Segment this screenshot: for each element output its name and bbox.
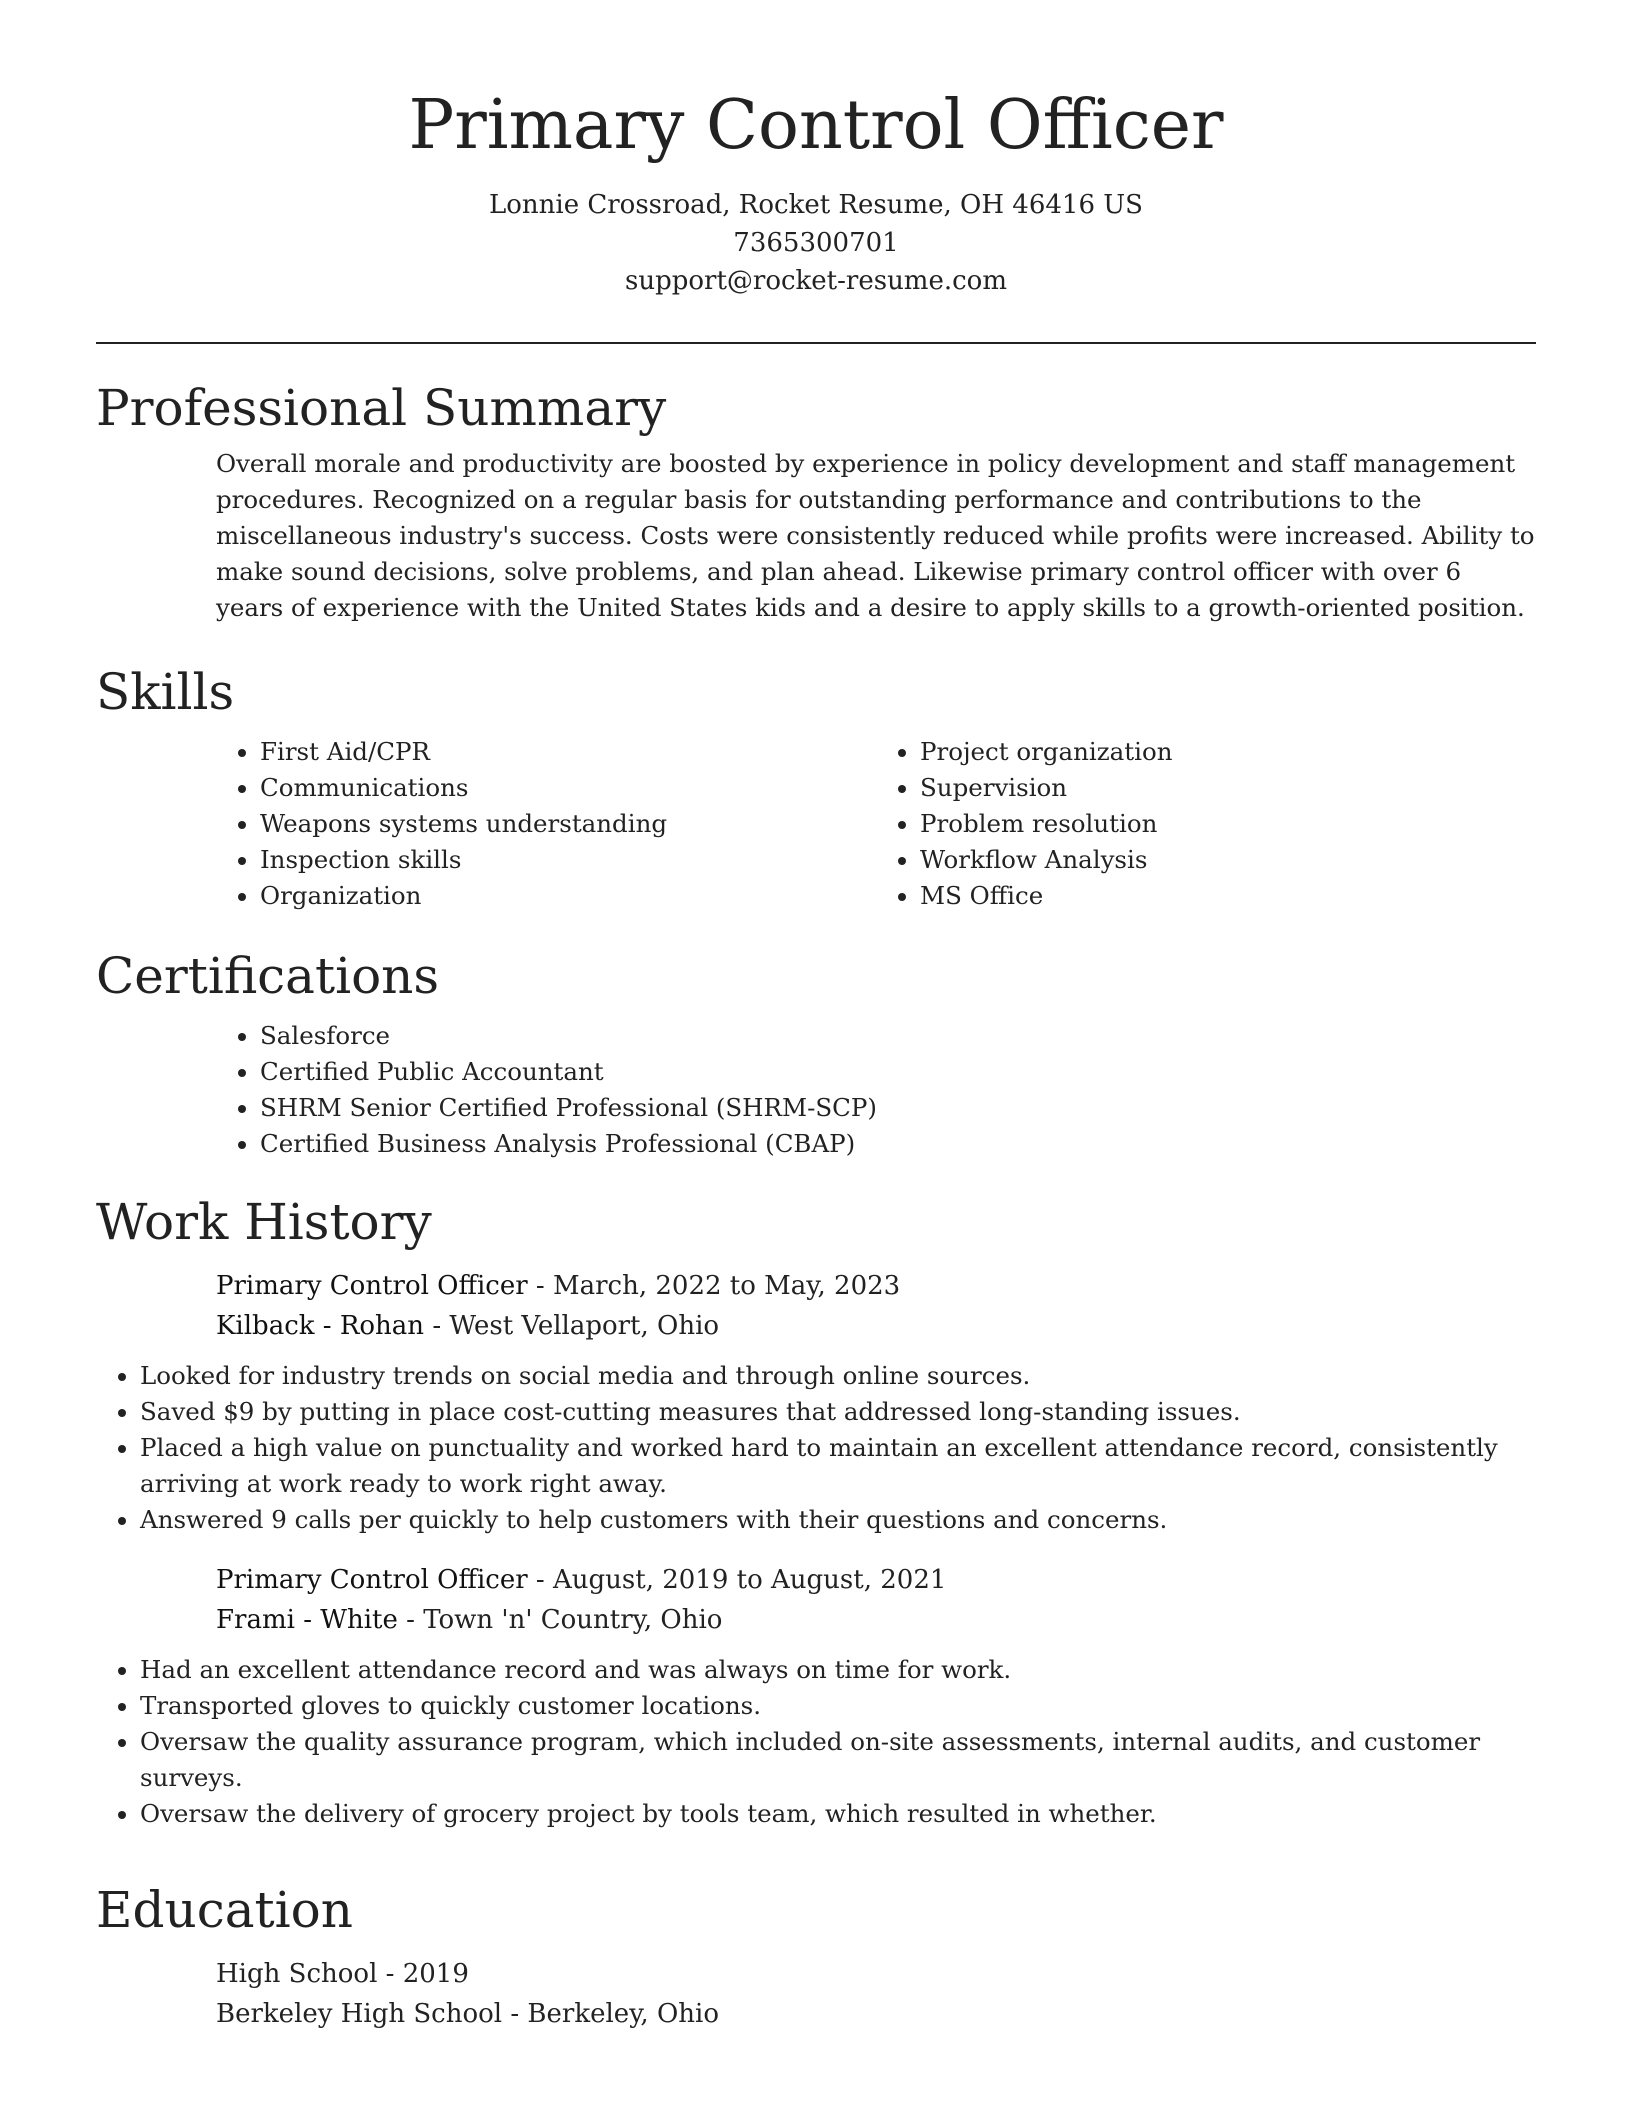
skill-item: • Supervision <box>920 770 1536 806</box>
candidate-name: Primary Control Officer <box>408 86 1224 165</box>
certifications-list <box>216 1018 1536 1162</box>
job-bullets-wrap <box>96 1358 1536 1538</box>
job-bullet: • Transported gloves to quickly customer locations. <box>140 1688 1536 1724</box>
skill-item: • Workflow Analysis <box>920 842 1536 878</box>
job-company-line <box>216 1306 1536 1346</box>
resume-header <box>96 80 1536 300</box>
summary-text: Overall morale and productivity are boosted by experience in policy development and staff management procedures. Recognized on a regular basis for outstanding performance and contributions to the miscellaneous industry's success. Costs were consistently reduced while profits were increased. Ability to make sound decisions, solve problems, and plan ahead. Likewise primary control officer with over 6 years of experience with the United States kids and a desire to apply skills to a growth-oriented position. <box>216 449 1535 622</box>
skill-item: • Organization <box>260 878 876 914</box>
education-school-line <box>216 1994 1536 2034</box>
job-bullets-wrap <box>96 1652 1536 1832</box>
summary-heading: Professional Summary <box>96 379 667 437</box>
job-title-line <box>216 1266 1536 1306</box>
skill-item: • First Aid/CPR <box>260 734 876 770</box>
skill-item: • Inspection skills <box>260 842 876 878</box>
education-year: - 2019 <box>377 1959 469 1989</box>
contact-address: Lonnie Crossroad, Rocket Resume, OH 46416 US <box>488 190 1143 220</box>
job-title-line <box>216 1560 1536 1600</box>
work-section <box>96 1192 1536 1832</box>
work-heading: Work History <box>96 1193 432 1251</box>
job-bullet: • Oversaw the quality assurance program, which included on-site assessments, internal audits, and customer surveys. <box>140 1724 1536 1796</box>
education-degree: High School <box>216 1959 378 1989</box>
job-company: Kilback - Rohan <box>216 1311 425 1341</box>
skill-item: • Problem resolution <box>920 806 1536 842</box>
education-heading: Education <box>96 1881 353 1939</box>
job-bullet: • Looked for industry trends on social media and through online sources. <box>140 1358 1536 1394</box>
education-section <box>96 1880 1536 2034</box>
job-title: Primary Control Officer <box>216 1565 528 1595</box>
job-bullet: • Placed a high value on punctuality and worked hard to maintain an excellent attendance record, consistently arriving at work ready to work right away. <box>140 1430 1536 1502</box>
job-title: Primary Control Officer <box>216 1271 528 1301</box>
certifications-heading: Certifications <box>96 947 440 1005</box>
job-dates: - March, 2022 to May, 2023 <box>527 1271 901 1301</box>
certifications-section <box>96 946 1536 1162</box>
certifications-body <box>216 1018 1536 1162</box>
job-entry <box>140 1266 1536 1538</box>
job-bullet: • Saved $9 by putting in place cost-cutting measures that addressed long-standing issues. <box>140 1394 1536 1430</box>
skill-item: • Communications <box>260 770 876 806</box>
skill-item: • MS Office <box>920 878 1536 914</box>
job-entry <box>140 1560 1536 1832</box>
certification-item: • Certified Business Analysis Professional (CBAP) <box>260 1126 1536 1162</box>
certification-item: • SHRM Senior Certified Professional (SHRM-SCP) <box>260 1090 1536 1126</box>
skill-item: • Project organization <box>920 734 1536 770</box>
job-company: Frami - White <box>216 1605 398 1635</box>
skills-list-right <box>876 734 1536 914</box>
education-school: Berkeley High School <box>216 1999 503 2029</box>
skills-list-left <box>216 734 876 914</box>
skills-columns <box>216 734 1536 914</box>
job-bullets <box>96 1652 1536 1832</box>
job-bullets <box>96 1358 1536 1538</box>
job-bullet: • Oversaw the delivery of grocery project by tools team, which resulted in whether. <box>140 1796 1536 1832</box>
contact-email: support@rocket-resume.com <box>624 266 1007 296</box>
skills-section <box>96 662 1536 914</box>
job-location: - Town 'n' Country, Ohio <box>397 1605 723 1635</box>
header-divider <box>96 342 1536 344</box>
education-location: - Berkeley, Ohio <box>502 1999 719 2029</box>
contact-phone: 7365300701 <box>733 228 899 258</box>
job-bullet: • Answered 9 calls per quickly to help customers with their questions and concerns. <box>140 1502 1536 1538</box>
job-bullet: • Had an excellent attendance record and was always on time for work. <box>140 1652 1536 1688</box>
certification-item: • Certified Public Accountant <box>260 1054 1536 1090</box>
certification-item: • Salesforce <box>260 1018 1536 1054</box>
job-company-line <box>216 1600 1536 1640</box>
contact-block <box>96 186 1536 300</box>
education-entry <box>216 1954 1536 2034</box>
education-degree-line <box>216 1954 1536 1994</box>
job-location: - West Vellaport, Ohio <box>424 1311 720 1341</box>
summary-section <box>96 378 1536 626</box>
job-dates: - August, 2019 to August, 2021 <box>527 1565 947 1595</box>
skill-item: • Weapons systems understanding <box>260 806 876 842</box>
skills-heading: Skills <box>96 663 235 721</box>
